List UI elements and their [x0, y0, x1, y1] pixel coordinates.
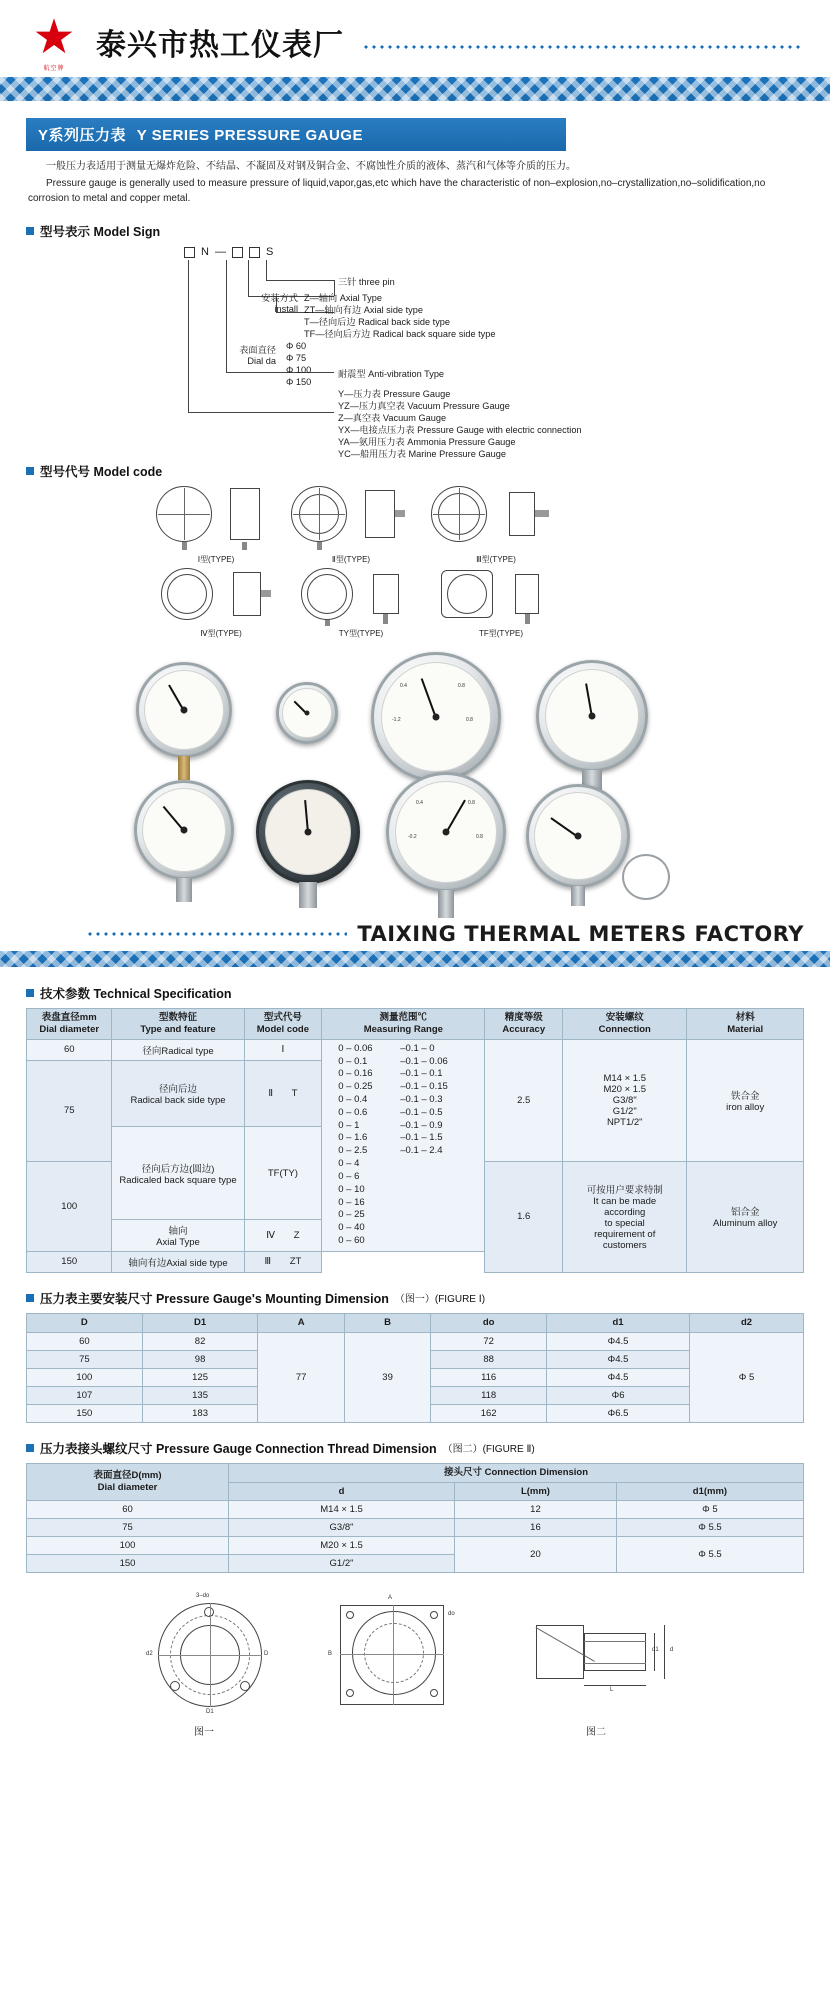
thread-2-d1: Φ 5.5 — [616, 1537, 803, 1573]
cell-connection-note — [563, 1162, 687, 1273]
mount-0-D1: 82 — [142, 1332, 258, 1350]
top-zigzag-band — [0, 76, 830, 102]
mount-4-do: 162 — [431, 1404, 547, 1422]
legend-type-5: YC—船用压力表 Marine Pressure Gauge — [338, 449, 506, 459]
thread-3-d: G1/2" — [229, 1555, 455, 1573]
section-mounting-figure: （图一）(FIGURE Ⅰ) — [394, 1294, 486, 1306]
cell-accuracy-25: 2.5 — [485, 1039, 563, 1161]
mount-4-D1: 183 — [142, 1404, 258, 1422]
range-l-4: 0 – 0.4 — [338, 1094, 368, 1105]
fig1-dim-3do: 3–do — [196, 1593, 210, 1600]
thread-0-dia: 60 — [27, 1501, 229, 1519]
conn-note-en-3: requirement of — [594, 1229, 656, 1241]
section-thread-label: 压力表接头螺纹尺寸 Pressure Gauge Connection Thread Dimension — [40, 1441, 437, 1456]
cell-code-1a: Ⅱ — [268, 1088, 273, 1100]
table-row — [27, 1501, 804, 1519]
th-accuracy-cn: 精度等级 — [504, 1012, 543, 1023]
mount-B: 39 — [344, 1332, 430, 1422]
legend-type-0: Y—压力表 Pressure Gauge — [338, 389, 451, 399]
drawing-type-tf — [441, 568, 561, 639]
mount-4-D: 150 — [27, 1404, 143, 1422]
cell-code-0: Ⅰ — [244, 1039, 322, 1060]
thread-1-L: 16 — [455, 1519, 617, 1537]
material-iron-en: iron alloy — [726, 1101, 765, 1113]
model-sign-diagram — [166, 246, 804, 459]
mount-2-D: 100 — [27, 1368, 143, 1386]
th-model-code — [244, 1009, 322, 1040]
mount-1-D: 75 — [27, 1350, 143, 1368]
section-thread-figure: （图二）(FIGURE Ⅱ) — [442, 1444, 535, 1456]
thread-1-d: G3/8" — [229, 1519, 455, 1537]
th-model-code-cn: 型式代号 — [263, 1012, 302, 1023]
range-r-2: –0.1 – 0.1 — [400, 1068, 443, 1080]
cell-feature-2-cn: 径向后方边(圆边) — [141, 1163, 215, 1175]
fig2-dim-d1: d1 — [652, 1647, 659, 1654]
legend-type-4: YA—氨用压力表 Ammonia Pressure Gauge — [338, 437, 516, 447]
conn-1: M20 × 1.5 — [603, 1083, 646, 1095]
th-dial-diameter-en: Dial diameter — [39, 1023, 100, 1035]
conn-note-en-0: It can be made — [593, 1196, 657, 1208]
table-row — [27, 1039, 804, 1060]
th-thread-d1: d1(mm) — [616, 1482, 803, 1501]
cell-feature-1-cn: 径向后边 — [159, 1084, 198, 1096]
gauge-photo-7: 0.4 0.8 -0.2 0.8 — [386, 772, 506, 892]
cell-material-iron — [687, 1039, 804, 1161]
range-l-14: 0 – 40 — [338, 1222, 365, 1234]
range-r-4: –0.1 – 0.3 — [400, 1094, 443, 1105]
cell-feature-0 — [112, 1039, 244, 1060]
cell-code-1 — [244, 1060, 322, 1127]
legend-dial-en: Dial da — [247, 356, 276, 366]
drawing-type-4 — [161, 568, 281, 639]
table-row — [27, 1537, 804, 1555]
section-model-code — [26, 462, 804, 480]
range-l-3: 0 – 0.25 — [338, 1081, 373, 1093]
thread-0-d1: Φ 5 — [616, 1501, 803, 1519]
range-l-10: 0 – 6 — [338, 1170, 360, 1182]
gauge-photo-6 — [256, 780, 360, 884]
mount-0-do: 72 — [431, 1332, 547, 1350]
page-header — [0, 0, 830, 76]
cell-code-2: TF(TY) — [244, 1127, 322, 1219]
cell-accuracy-16: 1.6 — [485, 1162, 563, 1273]
intro-cn: 一般压力表适用于测量无爆炸危险、不结晶、不凝固及对钢及铜合金、不腐蚀性介质的液体、蒸汽和气体等介质的压力。 — [46, 161, 576, 172]
code-box-2 — [232, 247, 243, 258]
th-B: B — [344, 1313, 430, 1332]
mount-0-D: 60 — [27, 1332, 143, 1350]
mount-2-do: 116 — [431, 1368, 547, 1386]
cell-feature-2-en: Radicaled back square type — [119, 1174, 237, 1186]
mount-3-D: 107 — [27, 1386, 143, 1404]
cell-feature-3 — [112, 1219, 244, 1251]
bullet-square-icon — [26, 1444, 34, 1452]
legend-dial-0: Φ 60 — [286, 341, 307, 351]
th-do: do — [431, 1313, 547, 1332]
range-l-6: 0 – 1 — [338, 1119, 360, 1131]
code-box-1 — [184, 247, 195, 258]
range-l-0: 0 – 0.06 — [338, 1042, 373, 1054]
cell-code-3 — [244, 1219, 322, 1251]
th-model-code-en: Model code — [256, 1023, 310, 1035]
th-type-feature-cn: 型数特征 — [159, 1012, 198, 1023]
drawing-caption-5: TY型(TYPE) — [338, 629, 384, 638]
drawing-caption-4: Ⅳ型(TYPE) — [200, 629, 242, 638]
mount-1-d1: Φ4.5 — [547, 1350, 690, 1368]
legend-install-cn: 安装方式 — [261, 293, 298, 303]
range-l-7: 0 – 1.6 — [338, 1132, 368, 1144]
th-connection-en: Connection — [598, 1023, 651, 1035]
mount-2-D1: 125 — [142, 1368, 258, 1386]
legend-type-3: YX—电接点压力表 Pressure Gauge with electric connection — [338, 425, 582, 435]
table-row — [27, 1519, 804, 1537]
th-D: D — [27, 1313, 143, 1332]
company-title: 泰兴市热工仪表厂 — [96, 28, 344, 63]
cell-feature-3-cn: 轴向 — [168, 1225, 188, 1237]
legend-anti-vibration: 耐震型 Anti-vibration Type — [338, 369, 445, 379]
conn-4: NPT1/2" — [606, 1116, 643, 1128]
cell-code-4a: Ⅲ — [264, 1256, 272, 1268]
th-material-en: Material — [727, 1023, 764, 1035]
cell-connection-list — [563, 1039, 687, 1161]
material-iron-cn: 铁合金 — [730, 1090, 760, 1102]
thread-table — [26, 1463, 804, 1574]
thread-1-d1: Φ 5.5 — [616, 1519, 803, 1537]
legend-dial-cn: 表面直径 — [239, 345, 276, 355]
cell-feature-0-cn: 径向Radical type — [142, 1045, 214, 1057]
range-r-7: –0.1 – 1.5 — [400, 1132, 443, 1144]
figure-1b-drawing — [326, 1597, 466, 1717]
factory-name-en: TAIXING THERMAL METERS FACTORY — [357, 922, 804, 946]
mid-dotted-rule — [26, 929, 347, 939]
conn-0: M14 × 1.5 — [603, 1072, 646, 1084]
fig2-dim-d: d — [670, 1647, 674, 1654]
range-r-0: –0.1 – 0 — [400, 1042, 435, 1054]
th-connection-dimension: 接头尺寸 Connection Dimension — [229, 1463, 804, 1482]
th-material-cn: 材料 — [735, 1012, 755, 1023]
mounting-table — [26, 1313, 804, 1423]
tech-spec-header-row — [27, 1009, 804, 1040]
mount-d2: Φ 5 — [690, 1332, 804, 1422]
th-thread-dial-en: Dial diameter — [97, 1482, 158, 1493]
conn-2: G3/8" — [612, 1094, 637, 1106]
th-connection-cn: 安装螺纹 — [605, 1012, 644, 1023]
drawing-caption-3: Ⅲ型(TYPE) — [476, 555, 516, 564]
material-alu-en: Aluminum alloy — [712, 1218, 778, 1230]
range-l-5: 0 – 0.6 — [338, 1106, 368, 1118]
mount-0-d1: Φ4.5 — [547, 1332, 690, 1350]
section-model-code-label: 型号代号 Model code — [40, 465, 163, 479]
section-model-sign-label: 型号表示 Model Sign — [40, 225, 161, 239]
drawing-caption-1: Ⅰ型(TYPE) — [197, 555, 235, 564]
code-dash: — — [214, 246, 226, 258]
range-l-8: 0 – 2.5 — [338, 1145, 368, 1157]
cell-code-1b: T — [291, 1088, 298, 1100]
section-thread — [26, 1439, 804, 1457]
legend-dial-1: Φ 75 — [286, 353, 307, 363]
product-photo-group — [26, 652, 804, 912]
range-r-1: –0.1 – 0.06 — [400, 1055, 448, 1067]
legend-install-0: Z—轴向 Axial Type — [304, 293, 382, 303]
cell-feature-1-en: Radical back side type — [130, 1095, 226, 1107]
cell-code-3b: Z — [293, 1229, 300, 1241]
th-dial-diameter — [27, 1009, 112, 1040]
th-d1: d1 — [547, 1313, 690, 1332]
thread-2-L: 20 — [455, 1537, 617, 1573]
range-l-1: 0 – 0.1 — [338, 1055, 368, 1067]
range-l-2: 0 – 0.16 — [338, 1068, 373, 1080]
mounting-header-row — [27, 1313, 804, 1332]
section-mounting — [26, 1289, 804, 1307]
fig1-dim-D1: D1 — [206, 1709, 214, 1716]
range-l-13: 0 – 25 — [338, 1209, 365, 1221]
gauge-photo-4 — [536, 660, 648, 772]
gauge-photo-2 — [276, 682, 338, 744]
range-l-11: 0 – 10 — [338, 1183, 365, 1195]
figure-1-caption: 图一 — [194, 1727, 214, 1739]
section-tech-spec — [26, 984, 804, 1002]
th-D1: D1 — [142, 1313, 258, 1332]
thread-3-dia: 150 — [27, 1555, 229, 1573]
cell-dia-150: 150 — [27, 1251, 112, 1272]
figure-2-caption: 图二 — [586, 1727, 606, 1739]
cell-code-3a: Ⅳ — [266, 1229, 276, 1241]
section-tech-spec-label: 技术参数 Technical Specification — [40, 987, 232, 1001]
conn-note-en-2: to special — [604, 1218, 645, 1230]
th-measuring-range-en: Measuring Range — [363, 1023, 443, 1035]
code-box-3 — [249, 247, 260, 258]
cell-code-4 — [244, 1251, 322, 1272]
thread-0-d: M14 × 1.5 — [229, 1501, 455, 1519]
thread-1-dia: 75 — [27, 1519, 229, 1537]
legend-install-en: install — [274, 304, 298, 314]
range-r-3: –0.1 – 0.15 — [400, 1081, 448, 1093]
legend-dial-3: Φ 150 — [286, 377, 312, 387]
fig1-dim-d2: d2 — [146, 1651, 153, 1658]
conn-note-en-1: according — [604, 1207, 646, 1219]
gauge-photo-5 — [134, 780, 234, 880]
cell-measuring-ranges — [322, 1039, 485, 1251]
fig1b-dim-do: do — [448, 1611, 455, 1618]
header-dotted-rule — [358, 32, 804, 52]
mount-1-D1: 98 — [142, 1350, 258, 1368]
intro-en: Pressure gauge is generally used to measure pressure of liquid,vapor,gas,etc which have the characteristic of non–explosion,no–crystallization,no–solidification,no corrosion to metal and copper metal. — [28, 178, 766, 204]
model-code-drawings — [26, 486, 804, 646]
th-accuracy — [485, 1009, 563, 1040]
th-measuring-range — [322, 1009, 485, 1040]
drawing-type-2 — [291, 486, 411, 565]
drawing-type-1 — [156, 486, 276, 565]
th-thread-dial-cn: 表面直径D(mm) — [93, 1470, 162, 1482]
drawing-caption-2: Ⅱ型(TYPE) — [331, 555, 371, 564]
range-l-9: 0 – 4 — [338, 1158, 360, 1170]
range-l-12: 0 – 16 — [338, 1196, 365, 1208]
th-thread-L: L(mm) — [455, 1482, 617, 1501]
range-r-8: –0.1 – 2.4 — [400, 1145, 443, 1157]
cell-feature-3-en: Axial Type — [156, 1236, 200, 1248]
legend-install-3: TF—径向后方边 Radical back square side type — [304, 329, 496, 339]
th-connection — [563, 1009, 687, 1040]
mount-2-d1: Φ4.5 — [547, 1368, 690, 1386]
gauge-photo-3: 0.4 0.8 -1.2 0.8 — [371, 652, 501, 782]
th-material — [687, 1009, 804, 1040]
gauge-photo-8 — [526, 784, 630, 888]
series-title-cn: Y系列压力表 — [38, 127, 127, 144]
th-dial-diameter-cn: 表盘直径mm — [41, 1012, 97, 1023]
section-mounting-label: 压力表主要安装尺寸 Pressure Gauge's Mounting Dimension — [40, 1291, 389, 1306]
th-type-feature-en: Type and feature — [140, 1023, 216, 1035]
cell-feature-4: 轴向有边Axial side type — [112, 1251, 244, 1272]
cell-dia-75: 75 — [27, 1060, 112, 1161]
fig1-dim-D: D — [264, 1651, 269, 1658]
mount-3-D1: 135 — [142, 1386, 258, 1404]
tech-spec-table-wrap — [26, 1008, 804, 1273]
drawing-type-3 — [431, 486, 561, 565]
drawing-type-ty — [301, 568, 421, 639]
logo-sub-text: 航空牌 — [43, 66, 65, 72]
drawing-caption-6: TF型(TYPE) — [479, 629, 523, 638]
bullet-square-icon — [26, 227, 34, 235]
cell-feature-1 — [112, 1060, 244, 1127]
bullet-square-icon — [26, 989, 34, 997]
cell-material-alu — [687, 1162, 804, 1273]
th-A: A — [258, 1313, 344, 1332]
gauge-photo-1 — [136, 662, 232, 758]
series-title-bar — [26, 118, 566, 151]
thread-2-dia: 100 — [27, 1537, 229, 1555]
thread-0-L: 12 — [455, 1501, 617, 1519]
th-type-feature — [112, 1009, 244, 1040]
fig1b-dim-a: A — [388, 1595, 393, 1602]
cell-code-4b: ZT — [289, 1256, 302, 1268]
th-thread-dial — [27, 1463, 229, 1501]
bullet-square-icon — [26, 467, 34, 475]
mid-banner — [0, 912, 830, 950]
fig1b-dim-b: B — [328, 1651, 333, 1658]
material-alu-cn: 铝合金 — [730, 1207, 760, 1219]
bullet-square-icon — [26, 1294, 34, 1302]
thread-table-wrap — [26, 1463, 804, 1574]
legend-type-1: YZ—压力真空表 Vacuum Pressure Gauge — [338, 401, 510, 411]
th-thread-d: d — [229, 1482, 455, 1501]
legend-type-2: Z—真空表 Vacuum Gauge — [338, 413, 447, 423]
legend-three-pin: 三针 three pin — [338, 277, 395, 287]
th-d2: d2 — [690, 1313, 804, 1332]
range-l-15: 0 – 60 — [338, 1234, 365, 1246]
mount-A: 77 — [258, 1332, 344, 1422]
cell-feature-2 — [112, 1127, 244, 1219]
mount-1-do: 88 — [431, 1350, 547, 1368]
mount-3-d1: Φ6 — [547, 1386, 690, 1404]
th-accuracy-en: Accuracy — [502, 1023, 546, 1035]
thread-2-d: M20 × 1.5 — [229, 1537, 455, 1555]
tech-spec-table — [26, 1008, 804, 1273]
mounting-table-wrap — [26, 1313, 804, 1423]
star-logo-icon: ★ 航空牌 — [26, 14, 82, 70]
range-r-5: –0.1 – 0.5 — [400, 1106, 443, 1118]
conn-note-cn: 可按用户要求特制 — [586, 1185, 663, 1197]
figure-1-drawing — [146, 1593, 276, 1739]
mount-4-d1: Φ6.5 — [547, 1404, 690, 1422]
cell-dia-100: 100 — [27, 1162, 112, 1252]
range-r-6: –0.1 – 0.9 — [400, 1119, 443, 1131]
figure-2-drawing — [526, 1607, 696, 1739]
mount-3-do: 118 — [431, 1386, 547, 1404]
bottom-technical-drawings — [26, 1587, 804, 1747]
legend-install-2: T—径向后边 Radical back side type — [304, 317, 451, 327]
conn-3: G1/2" — [612, 1105, 637, 1117]
code-s: S — [265, 246, 274, 258]
code-n: N — [201, 246, 209, 258]
intro-text — [28, 159, 802, 206]
section-model-sign — [26, 222, 804, 240]
cell-dia-60: 60 — [27, 1039, 112, 1060]
table-row — [27, 1332, 804, 1350]
fig2-dim-L: L — [610, 1687, 614, 1694]
thread-header-row-1 — [27, 1463, 804, 1482]
th-measuring-range-cn: 测量范围℃ — [379, 1012, 428, 1023]
model-code-string — [184, 246, 273, 258]
conn-note-en-4: customers — [602, 1240, 647, 1252]
legend-dial-2: Φ 100 — [286, 365, 312, 375]
mid-zigzag-band — [0, 950, 830, 968]
legend-install-1: ZT—轴向有边 Axial side type — [304, 305, 423, 315]
series-title-en: Y SERIES PRESSURE GAUGE — [136, 127, 363, 144]
